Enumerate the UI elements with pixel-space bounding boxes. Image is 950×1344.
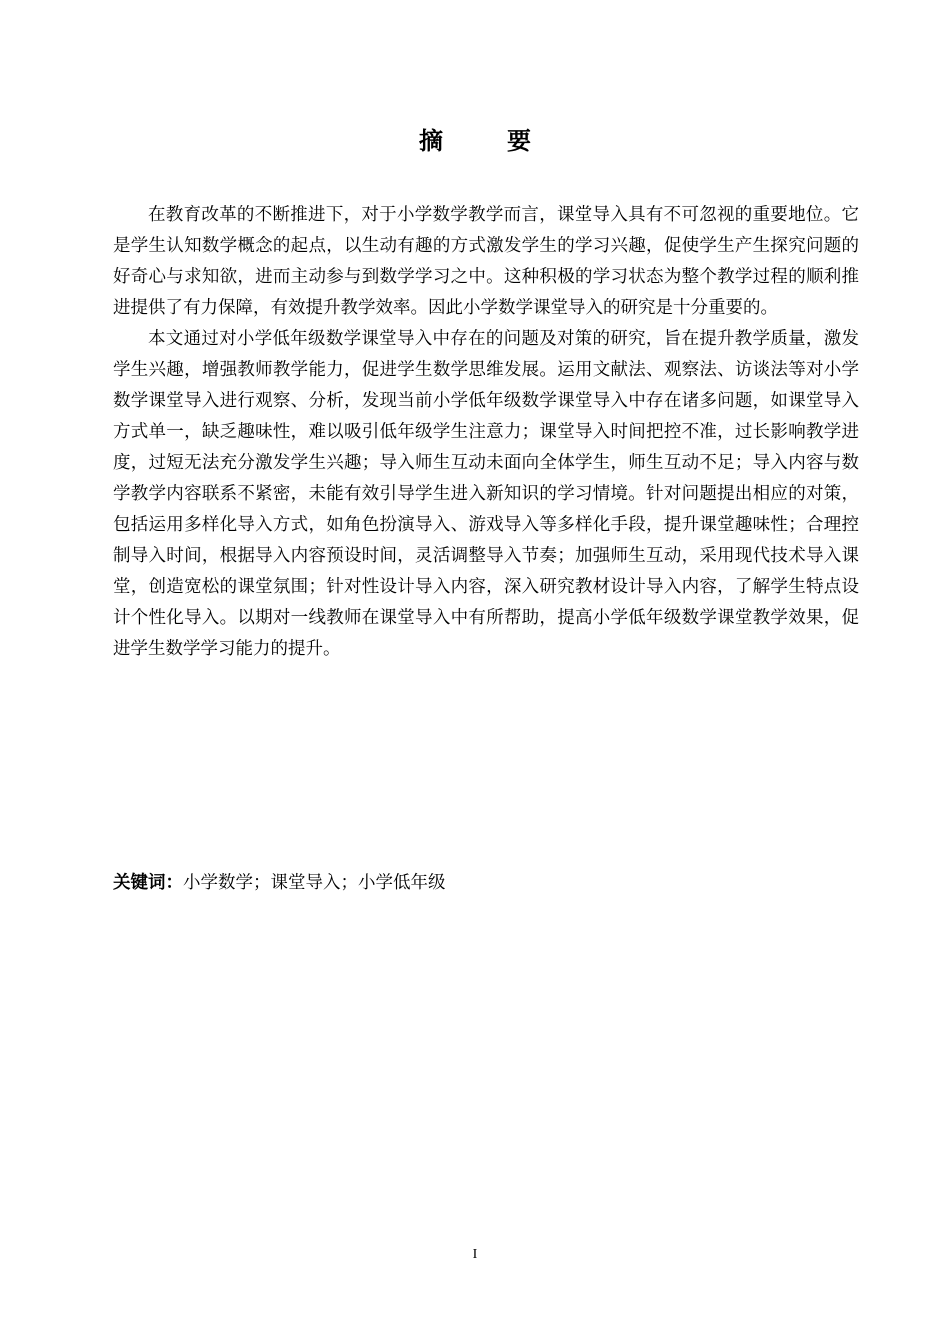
abstract-paragraph-2: 本文通过对小学低年级数学课堂导入中存在的问题及对策的研究，旨在提升教学质量，激发学生兴趣，增强教师教学能力，促进学生数学思维发展。运用文献法、观察法、访谈法等对小学数学课堂导入进行观察、分析，发现当前小学低年级数学课堂导入中存在诸多问题，如课堂导入方式单一，缺乏趣味性，难以吸引低年级学生注意力；课堂导入时间把控不准，过长影响教学进度，过短无法充分激发学生兴趣；导入师生互动未面向全体学生，师生互动不足；导入内容与数学教学内容联系不紧密，未能有效引导学生进入新知识的学习情境。针对问题提出相应的对策，包括运用多样化导入方式，如角色扮演导入、游戏导入等多样化手段，提升课堂趣味性；合理控制导入时间，根据导入内容预设时间，灵活调整导入节奏；加强师生互动，采用现代技术导入课堂，创造宽松的课堂氛围；针对性设计导入内容，深入研究教材设计导入内容，了解学生特点设计个性化导入。以期对一线教师在课堂导入中有所帮助，提高小学低年级数学课堂教学效果，促进学生数学学习能力的提升。 [113,329,859,659]
abstract-title: 摘 要 [419,127,551,155]
abstract-paragraph-1: 在教育改革的不断推进下，对于小学数学教学而言，课堂导入具有不可忽视的重要地位。它是学生认知数学概念的起点，以生动有趣的方式激发学生的学习兴趣，促使学生产生探究问题的好奇心与求知欲，进而主动参与到数学学习之中。这种积极的学习状态为整个教学过程的顺利推进提供了有力保障，有效提升教学效率。因此小学数学课堂导入的研究是十分重要的。 [113,205,859,318]
keywords-line [113,868,859,899]
keywords-label: 关键词： [113,873,183,893]
abstract-body [113,200,859,665]
page-number: I [472,1247,478,1262]
keywords-text: 小学数学；课堂导入；小学低年级 [183,873,446,893]
